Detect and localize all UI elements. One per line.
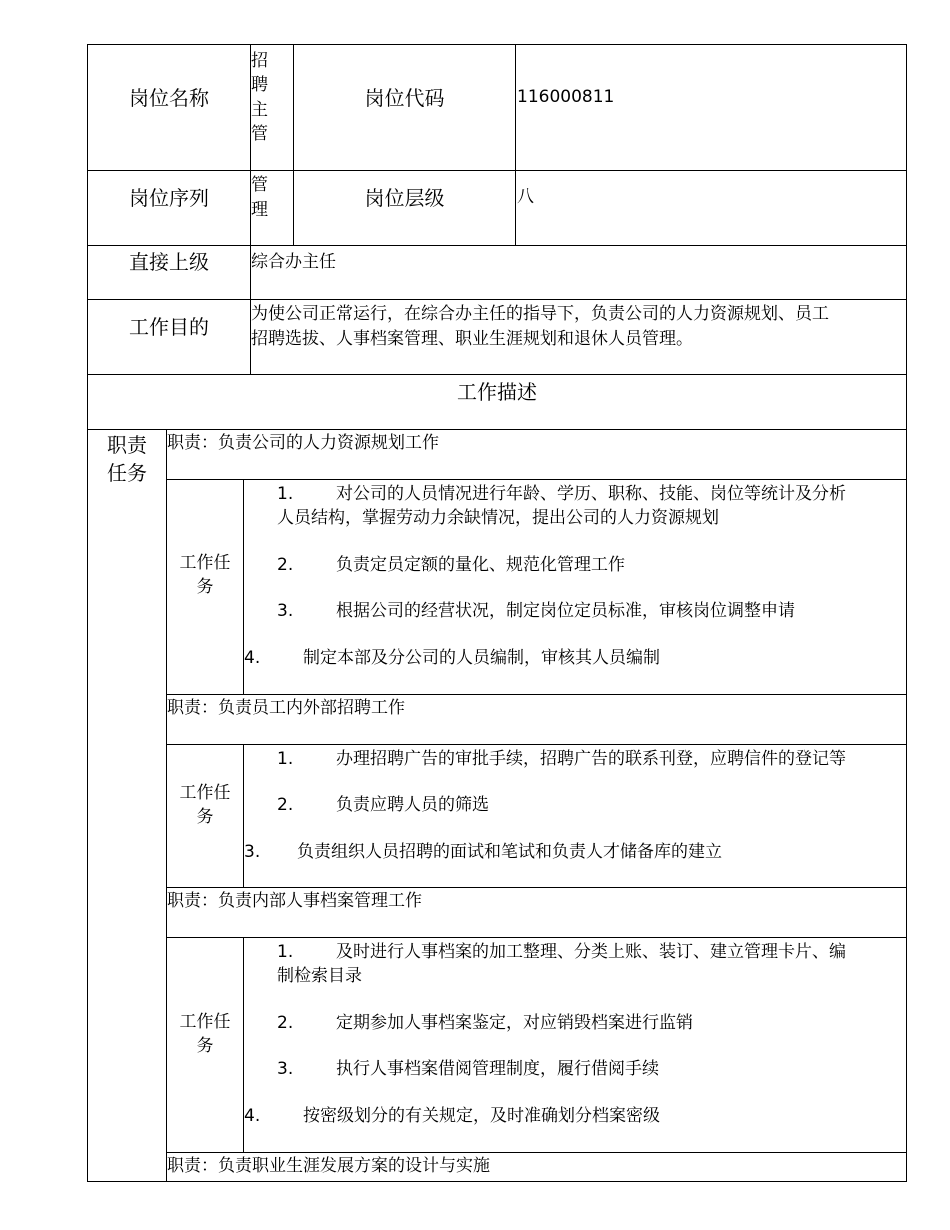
task-text: 制定本部及分公司的人员编制，审核其人员编制 xyxy=(303,648,660,668)
task-text: 人员结构，掌握劳动力余缺情况，提出公司的人力资源规划 xyxy=(277,508,719,528)
border-top xyxy=(87,44,907,45)
task-number: 1. xyxy=(277,749,294,769)
post-name-char: 招 xyxy=(251,51,268,71)
task-text: 根据公司的经营状况，制定岗位定员标准，审核岗位调整申请 xyxy=(336,601,795,621)
divider xyxy=(166,1152,907,1153)
duty-title: 职责：负责公司的人力资源规划工作 xyxy=(167,433,439,453)
task-number: 4. xyxy=(244,648,261,668)
task-label: 务 xyxy=(196,1036,214,1056)
task-label: 工作任 xyxy=(179,783,231,803)
task-label: 务 xyxy=(196,577,214,597)
task-label: 工作任 xyxy=(179,1012,231,1032)
task-label: 务 xyxy=(196,807,214,827)
purpose-line: 为使公司正常运行，在综合办主任的指导下，负责公司的人力资源规划、员工 xyxy=(251,304,829,324)
task-text: 定期参加人事档案鉴定，对应销毁档案进行监销 xyxy=(336,1013,693,1033)
duty-label: 任务 xyxy=(107,461,147,485)
task-number: 2. xyxy=(277,795,294,815)
task-number: 3. xyxy=(244,842,261,862)
task-text: 及时进行人事档案的加工整理、分类上账、装订、建立管理卡片、编 xyxy=(336,942,846,962)
post-series-char: 理 xyxy=(251,200,268,220)
purpose-label: 工作目的 xyxy=(129,315,209,339)
divider xyxy=(87,299,907,300)
task-text: 办理招聘广告的审批手续，招聘广告的联系刊登，应聘信件的登记等 xyxy=(336,749,846,769)
divider xyxy=(293,44,294,246)
divider xyxy=(87,245,907,246)
post-code-value: 116000811 xyxy=(517,87,615,107)
border-left xyxy=(87,44,88,1182)
task-text: 执行人事档案借阅管理制度，履行借阅手续 xyxy=(336,1059,659,1079)
divider xyxy=(166,479,907,480)
purpose-line: 招聘选拔、人事档案管理、职业生涯规划和退休人员管理。 xyxy=(251,329,693,349)
post-series-label: 岗位序列 xyxy=(129,186,209,210)
duty-label: 职责 xyxy=(107,433,147,457)
duty-title: 职责：负责员工内外部招聘工作 xyxy=(167,698,405,718)
task-label: 工作任 xyxy=(179,553,231,573)
task-text: 对公司的人员情况进行年龄、学历、职称、技能、岗位等统计及分析 xyxy=(336,484,846,504)
post-name-label: 岗位名称 xyxy=(129,86,209,110)
border-right xyxy=(906,44,907,1182)
description-title: 工作描述 xyxy=(457,380,537,404)
task-number: 3. xyxy=(277,1059,294,1079)
divider xyxy=(166,887,907,888)
task-number: 1. xyxy=(277,484,294,504)
task-text: 按密级划分的有关规定，及时准确划分档案密级 xyxy=(303,1106,660,1126)
supervisor-value: 综合办主任 xyxy=(251,252,336,272)
supervisor-label: 直接上级 xyxy=(129,250,209,274)
divider xyxy=(166,429,167,1182)
divider xyxy=(87,170,907,171)
divider xyxy=(166,744,907,745)
task-text: 制检索目录 xyxy=(277,966,362,986)
task-text: 负责组织人员招聘的面试和笔试和负责人才储备库的建立 xyxy=(297,842,722,862)
post-name-char: 主 xyxy=(251,100,268,120)
post-level-value: 八 xyxy=(517,187,534,207)
post-name-char: 聘 xyxy=(251,75,268,95)
task-number: 2. xyxy=(277,555,294,575)
divider xyxy=(87,374,907,375)
task-number: 1. xyxy=(277,942,294,962)
task-text: 负责定员定额的量化、规范化管理工作 xyxy=(336,555,625,575)
divider xyxy=(87,429,907,430)
post-name-char: 管 xyxy=(251,124,268,144)
duty-title: 职责：负责职业生涯发展方案的设计与实施 xyxy=(167,1156,490,1176)
divider xyxy=(166,937,907,938)
task-number: 4. xyxy=(244,1106,261,1126)
task-text: 负责应聘人员的筛选 xyxy=(336,795,489,815)
divider xyxy=(515,44,516,246)
post-level-label: 岗位层级 xyxy=(364,186,445,210)
divider xyxy=(166,694,907,695)
task-number: 3. xyxy=(277,601,294,621)
task-number: 2. xyxy=(277,1013,294,1033)
post-code-label: 岗位代码 xyxy=(364,86,445,110)
divider xyxy=(243,744,244,888)
duty-title: 职责：负责内部人事档案管理工作 xyxy=(167,891,422,911)
post-series-char: 管 xyxy=(251,175,268,195)
border-bottom xyxy=(87,1181,907,1182)
